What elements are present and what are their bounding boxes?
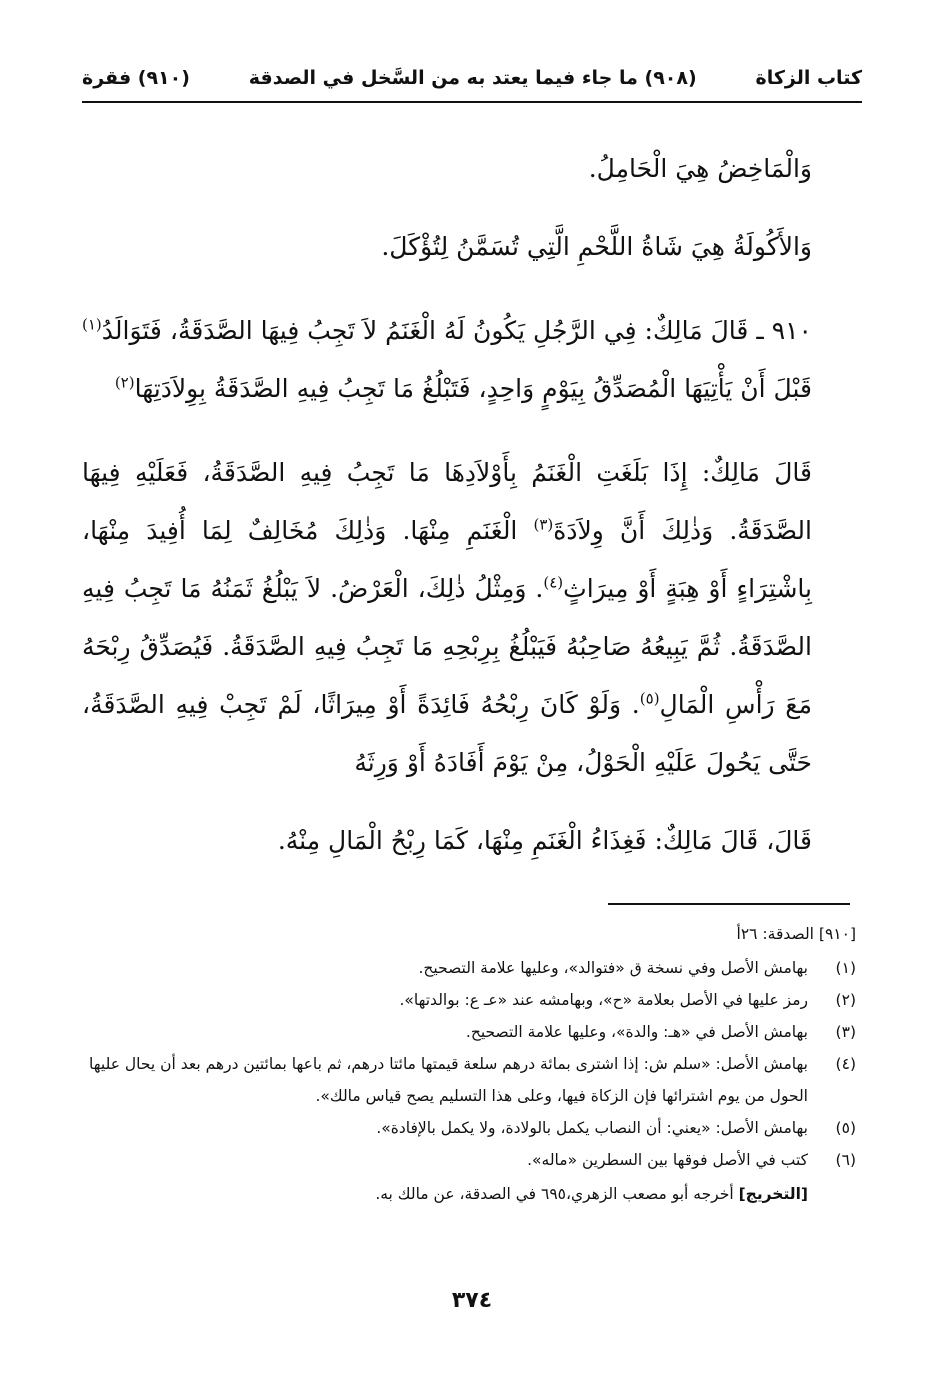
paragraph-910-part-b: قَبْلَ أَنْ يَأْتِيَهَا الْمُصَدِّقُ بِيَوْمٍ وَاحِدٍ، فَتَبْلُغُ مَا تَجِبُ فِيهِ الصَّدَقَةُ بِوِلاَدَتِهَا xyxy=(134,374,812,403)
footnote-text: رمز عليها في الأصل بعلامة «ح»، وبهامشه عند «عـ ع: بوالدتها». xyxy=(399,991,808,1009)
takhrij-label: [التخريج] xyxy=(738,1185,808,1203)
paragraph-malik-ruling xyxy=(82,444,812,792)
footnote-text: بهامش الأصل في «هـ: والدة»، وعليها علامة التصحيح. xyxy=(465,1023,808,1041)
footnote-item xyxy=(82,1144,856,1176)
footnote-number: (٥) xyxy=(835,1119,856,1137)
footnote-text: بهامش الأصل: «سلم ش: إذا اشترى بمائة درهم سلعة قيمتها مائتا درهم، ثم باعها بمائتين درهم بعد أن يحال عليها الحول من يوم اشترائها فإن الزكاة فيها، وعلى هذا التسليم يصح قياس مالك». xyxy=(89,1055,808,1105)
footnote-item xyxy=(82,1112,856,1144)
footnote-item xyxy=(82,1048,856,1112)
footnote-ref-1: (١) xyxy=(82,315,102,334)
paragraph-910-part-a: ٩١٠ ـ قَالَ مَالِكٌ: فِي الرَّجُلِ يَكُونُ لَهُ الْغَنَمُ لاَ تَجِبُ فِيهَا الصَّدَقَةُ، فَتَوَالَدُ xyxy=(101,316,812,345)
footnote-ref-2: (٢) xyxy=(114,373,135,392)
header-paragraph-number: (٩١٠) فقرة xyxy=(82,67,190,89)
paragraph-makhid: وَالْمَاخِضُ هِيَ الْحَامِلُ. xyxy=(588,154,812,183)
paragraph-ghidha: قَالَ، قَالَ مَالِكٌ: فَغِذَاءُ الْغَنَمِ مِنْهَا، كَمَا رِبْحُ الْمَالِ مِنْهُ. xyxy=(277,826,812,855)
header-divider xyxy=(82,101,862,103)
footnote-ref-5: (٥) xyxy=(639,689,660,708)
footnote-number: (٣) xyxy=(835,1023,856,1041)
takhrij xyxy=(82,1178,856,1210)
page-number: ٣٧٤ xyxy=(451,1288,493,1313)
paragraph-akula: وَالأَكُولَةُ هِيَ شَاةُ اللَّحْمِ الَّتِي تُسَمَّنُ لِتُؤْكَلَ. xyxy=(381,232,812,261)
running-header xyxy=(82,58,862,98)
footnote-item xyxy=(82,952,856,984)
footnote-text: كتب في الأصل فوقها بين السطرين «ماله». xyxy=(527,1151,808,1169)
footnotes xyxy=(82,918,856,1210)
header-chapter-title: (٩٠٨) ما جاء فيما يعتد به من السَّخل في الصدقة xyxy=(248,67,697,89)
paragraph-malik-ruling-part-b: الْغَنَمِ مِنْهَا. وَذٰلِكَ مُخَالِفٌ لِمَا أُفِيدَ مِنْهَا، بِاشْتِرَاءٍ أَوْ هِبَةٍ أَوْ مِيرَاثٍ xyxy=(82,516,812,603)
footnote-number: (٢) xyxy=(835,991,856,1009)
footnote-ref-4: (٤) xyxy=(543,573,564,592)
footnote-number: (٤) xyxy=(835,1055,856,1073)
footnote-text: بهامش الأصل: «يعني: أن النصاب يكمل بالولادة، ولا يكمل بالإفادة». xyxy=(376,1119,808,1137)
footnote-ref-3: (٣) xyxy=(533,515,554,534)
footnote-number: (٦) xyxy=(835,1151,856,1169)
footnote-item xyxy=(82,984,856,1016)
paragraph-910 xyxy=(82,302,812,418)
footnote-text: بهامش الأصل وفي نسخة ق «فتوالد»، وعليها علامة التصحيح. xyxy=(418,959,808,977)
paragraph-malik-ruling-part-c: . وَمِثْلُ ذٰلِكَ، الْعَرْضُ. لاَ يَبْلُغُ ثَمَنُهُ مَا تَجِبُ فِيهِ الصَّدَقَةُ. ثُمَّ يَبِيعُهُ صَاحِبُهُ فَيَبْلُغُ بِرِبْحِهِ مَا تَجِبُ فِيهِ الصَّدَقَةُ. فَيُصَدِّقُ رِبْحَهُ مَعَ رَأْسِ الْمَالِ xyxy=(82,574,812,719)
footnote-number: (١) xyxy=(835,959,856,977)
main-text xyxy=(82,140,812,870)
paragraph-malik-ruling-part-a: قَالَ مَالِكٌ: إِذَا بَلَغَتِ الْغَنَمُ بِأَوْلاَدِهَا مَا تَجِبُ فِيهِ الصَّدَقَةُ، فَعَلَيْهِ فِيهَا الصَّدَقَةُ. وَذٰلِكَ أَنَّ وِلاَدَةَ xyxy=(82,458,812,545)
footnote-source-ref: [٩١٠] الصدقة: ٢٦أ xyxy=(736,925,856,943)
footnote-item xyxy=(82,1016,856,1048)
footnote-divider xyxy=(608,903,850,905)
paragraph-malik-ruling-part-d: . وَلَوْ كَانَ رِبْحُهُ فَائِدَةً أَوْ مِيرَاثًا، لَمْ تَجِبْ فِيهِ الصَّدَقَةُ، حَتَّى يَحُولَ عَلَيْهِ الْحَوْلُ، مِنْ يَوْمَ أَفَادَهُ أَوْ وَرِثَهُ xyxy=(82,690,812,777)
takhrij-text: أخرجه أبو مصعب الزهري،٦٩٥ في الصدقة، عن مالك به. xyxy=(375,1185,739,1203)
header-book-title: كتاب الزكاة xyxy=(755,67,862,89)
